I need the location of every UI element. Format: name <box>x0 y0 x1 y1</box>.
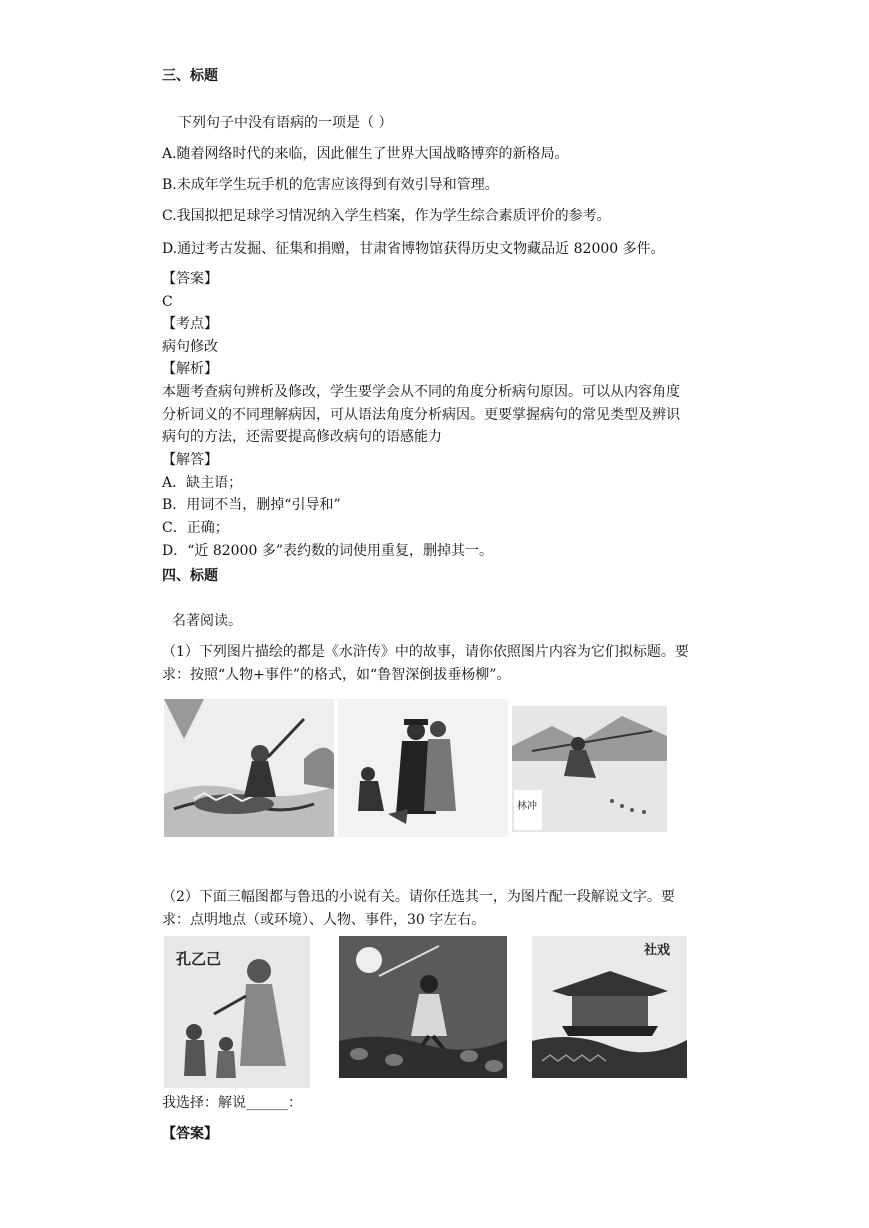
section-4-heading: 四、标题 <box>162 568 218 584</box>
officials-kneeling-image <box>338 699 508 837</box>
kong-yiji-image <box>164 936 310 1088</box>
image-caption-linchong: 林冲 <box>517 801 537 812</box>
solution-line: C．正确； <box>162 520 229 536</box>
question-stem: 下列句子中没有语病的一项是（ ） <box>178 115 393 131</box>
analysis-line: 分析词义的不同理解病因，可从语法角度分析病因。更要掌握病句的常见类型及辨识 <box>162 407 680 423</box>
tiger-fight-image <box>164 699 334 837</box>
q1-line: （1）下列图片描绘的都是《水浒传》中的故事，请你依照图片内容为它们拟标题。要 <box>162 644 689 660</box>
village-opera-image <box>532 936 687 1078</box>
q2-line: （2）下面三幅图都与鲁迅的小说有关。请你任选其一，为图片配一段解说文字。要 <box>162 889 675 905</box>
choice-line: 我选择：解说______： <box>162 1095 302 1111</box>
q2-line: 求：点明地点（或环境）、人物、事件，30 字左右。 <box>162 912 486 928</box>
section-3-heading: 三、标题 <box>162 68 218 84</box>
solution-line: B．用词不当，删掉“引导和” <box>162 497 341 513</box>
analysis-line: 病句的方法，还需要提高修改病句的语感能力 <box>162 429 442 445</box>
image-caption-shexi: 社戏 <box>644 943 671 958</box>
solution-label: 【解答】 <box>162 452 218 468</box>
solution-line: D．“近 82000 多”表约数的词使用重复，删掉其一。 <box>162 543 493 559</box>
point-label: 【考点】 <box>162 316 218 332</box>
solution-line: A．缺主语； <box>162 475 243 491</box>
point-value: 病句修改 <box>162 339 218 355</box>
runtu-melon-field-image <box>339 936 507 1078</box>
option-d: D.通过考古发掘、征集和捐赠，甘肃省博物馆获得历史文物藏品近 82000 多件。 <box>162 241 665 257</box>
snow-spear-image <box>512 706 667 832</box>
reading-intro: 名著阅读。 <box>172 613 242 629</box>
option-a: A.随着网络时代的来临，因此催生了世界大国战略博弈的新格局。 <box>162 146 569 162</box>
analysis-label: 【解析】 <box>162 361 218 377</box>
answer-label: 【答案】 <box>162 271 218 287</box>
option-b: B.未成年学生玩手机的危害应该得到有效引导和管理。 <box>162 177 499 193</box>
option-c: C.我国拟把足球学习情况纳入学生档案，作为学生综合素质评价的参考。 <box>162 208 611 224</box>
analysis-line: 本题考查病句辨析及修改，学生要学会从不同的角度分析病句原因。可以从内容角度 <box>162 384 680 400</box>
answer-label-2: 【答案】 <box>162 1126 218 1142</box>
image-caption-kongyiji: 孔乙己 <box>176 950 222 968</box>
q1-line: 求：按照“人物+事件”的格式，如“鲁智深倒拔垂杨柳”。 <box>162 667 511 683</box>
answer-value: C <box>162 294 173 310</box>
